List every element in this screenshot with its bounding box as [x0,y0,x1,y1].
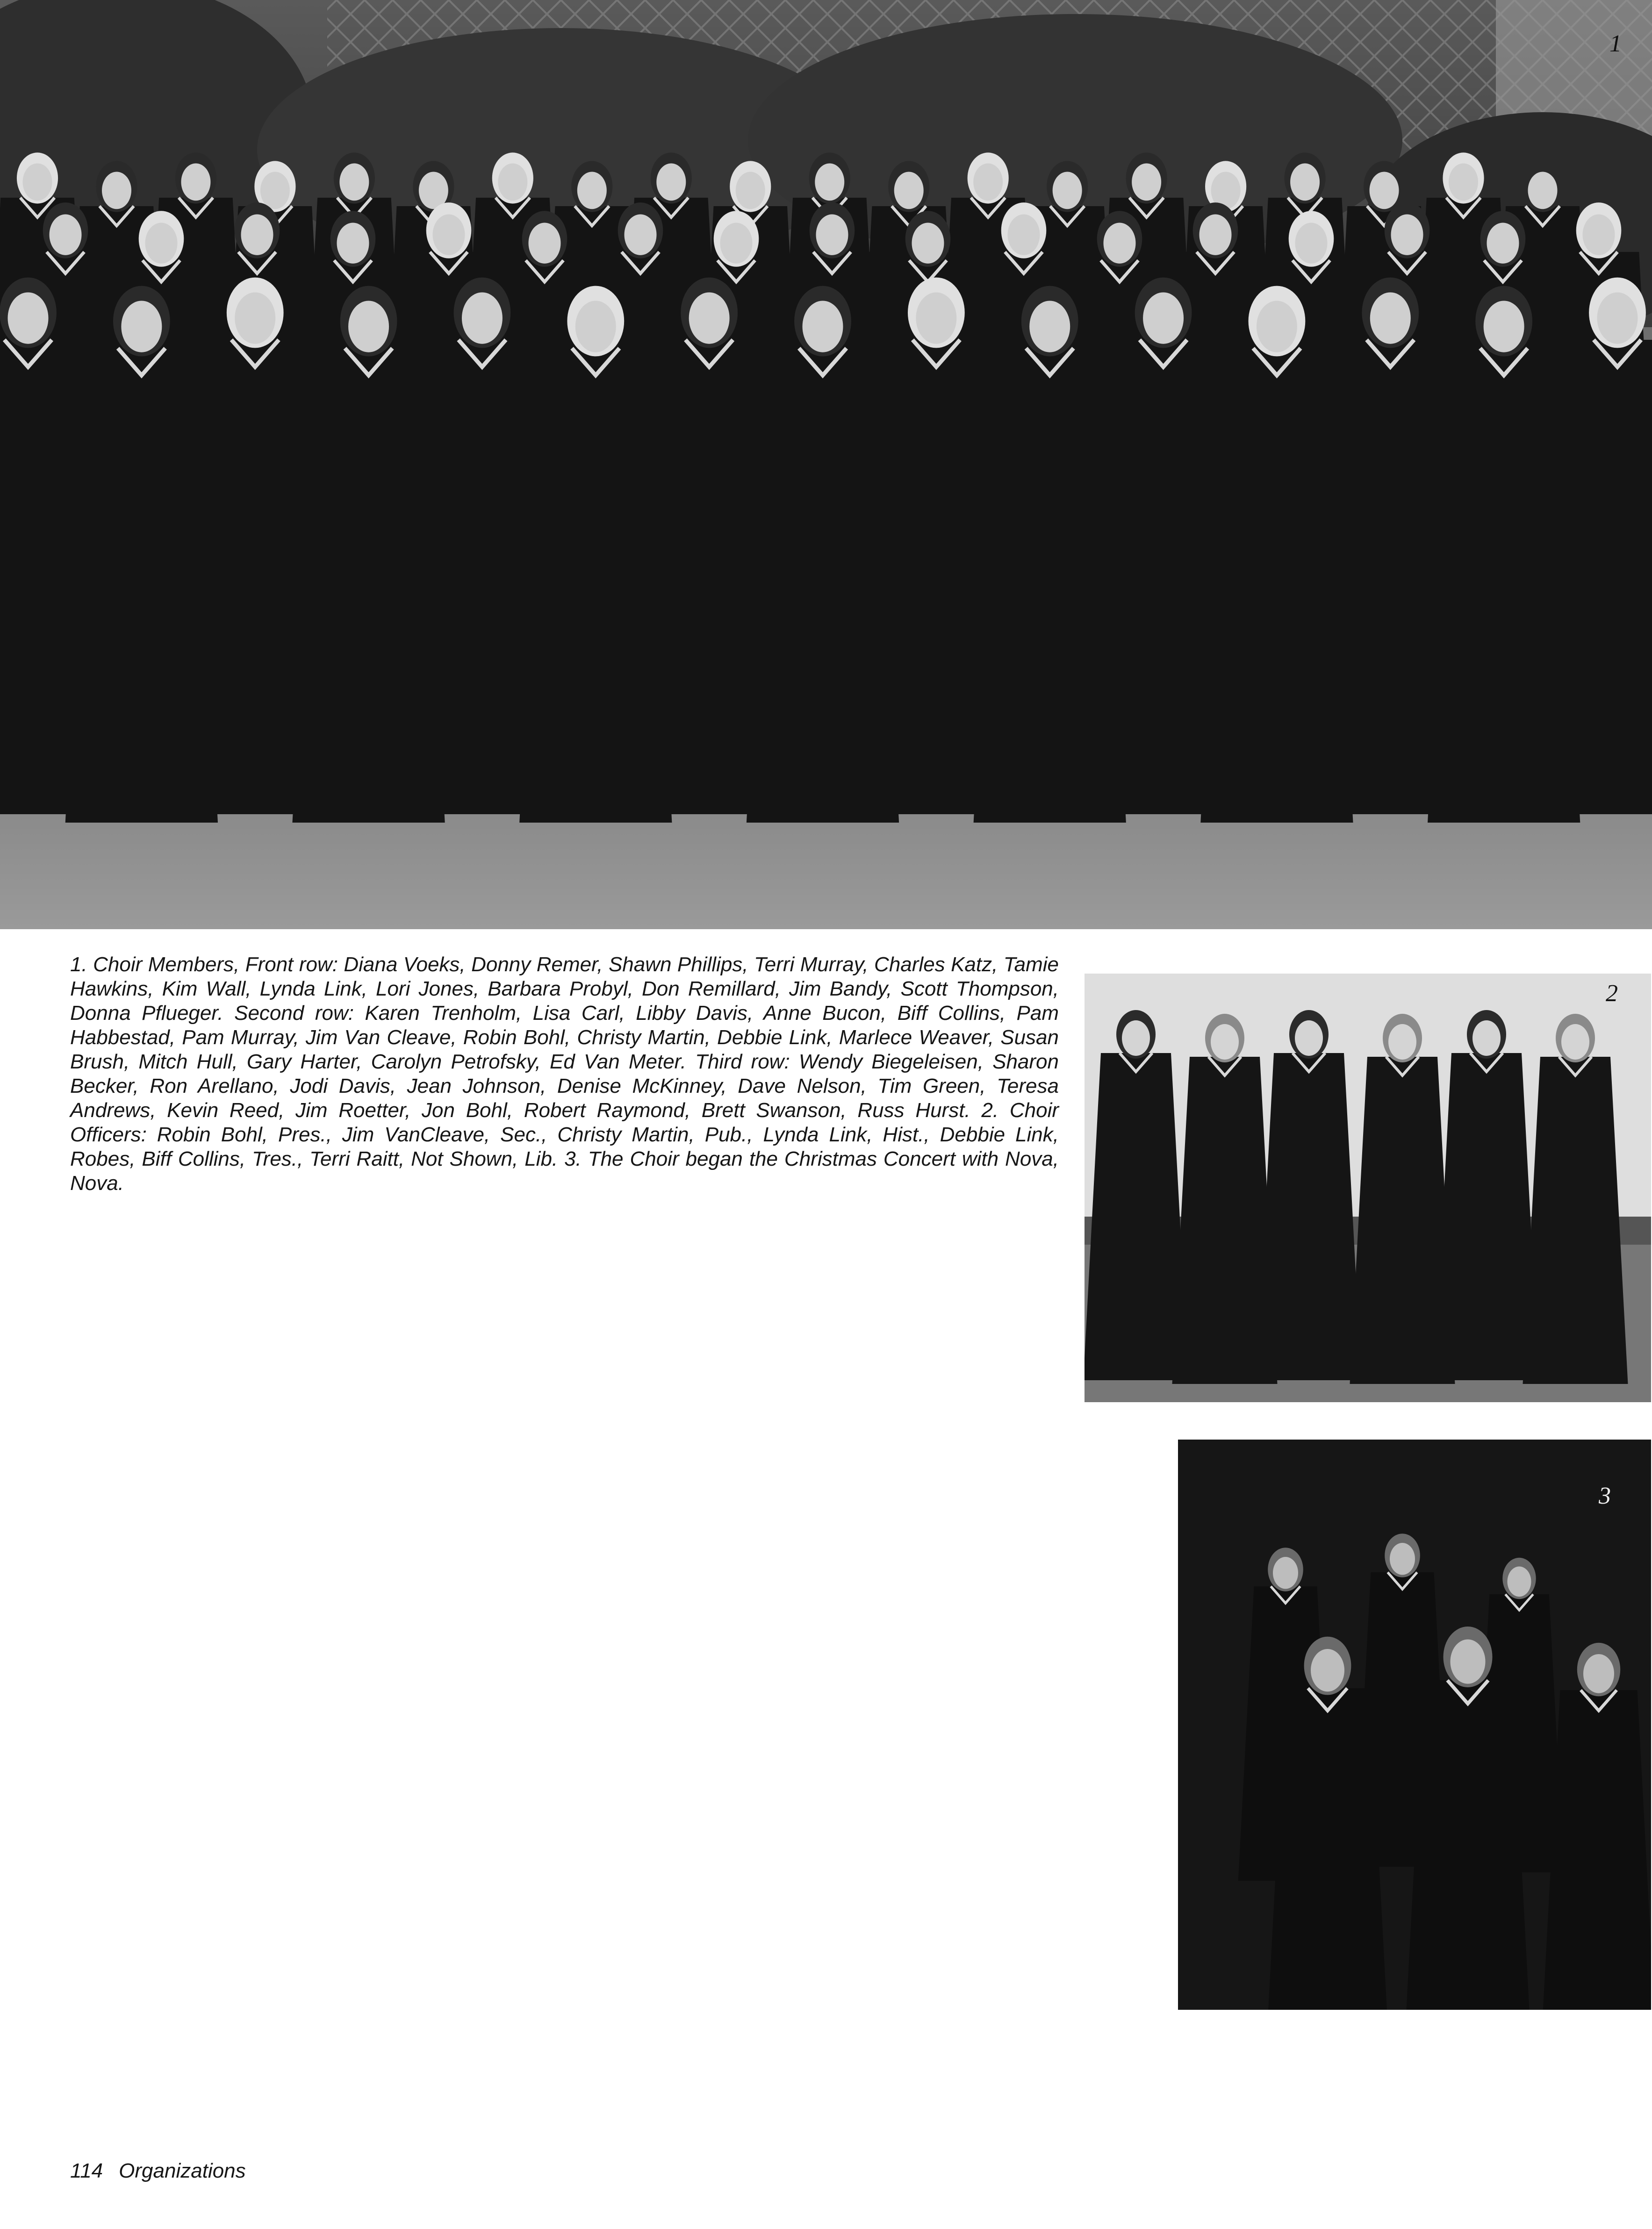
photo-caption: 1. Choir Members, Front row: Diana Voeks, Donny Remer, Shawn Phillips, Terri Murray, Charles Katz, Tamie Hawkins, Kim Wall, Lynda Link, Lori Jones, Barbara Probyl, Don Remillard, Jim Bandy, Scott Thompson, Donna Pflueger. Second row: Karen Trenholm, Lisa Carl, Libby Davis, Anne Bucon, Biff Collins, Pam Habbestad, Pam Murray, Jim Van Cleave, Robin Bohl, Christy Martin, Debbie Link, Marlece Weaver, Susan Brush, Mitch Hull, Gary Harter, Carolyn Petrofsky, Ed Van Meter. Third row: Wendy Biegeleisen, Sharon Becker, Ron Arellano, Jodi Davis, Jean Johnson, Denise McKinney, Dave Nelson, Tim Green, Teresa Andrews, Kevin Reed, Jim Roetter, Jon Bohl, Robert Raymond, Brett Swanson, Russ Hurst. 2. Choir Officers: Robin Bohl, Pres., Jim VanCleave, Sec., Christy Martin, Pub., Lynda Link, Hist., Debbie Link, Robes, Biff Collins, Tres., Terri Raitt, Not Shown, Lib. 3. The Choir began the Christmas Concert with Nova, Nova. [70,953,1059,1195]
photo-number-3: 3 [1599,1483,1611,1509]
page-footer [70,2159,246,2183]
photo-number-1: 1 [1609,30,1622,57]
page-number: 114 [70,2159,103,2182]
photo-number-2: 2 [1606,980,1618,1007]
choir-group-photo-art [0,0,1652,929]
section-name: Organizations [119,2159,246,2182]
choir-group-photo [0,0,1652,929]
choir-officers-photo [1085,974,1651,1402]
christmas-concert-photo [1178,1440,1651,2010]
choir-officers-photo-art [1085,974,1651,1402]
christmas-concert-photo-art [1178,1440,1651,2010]
